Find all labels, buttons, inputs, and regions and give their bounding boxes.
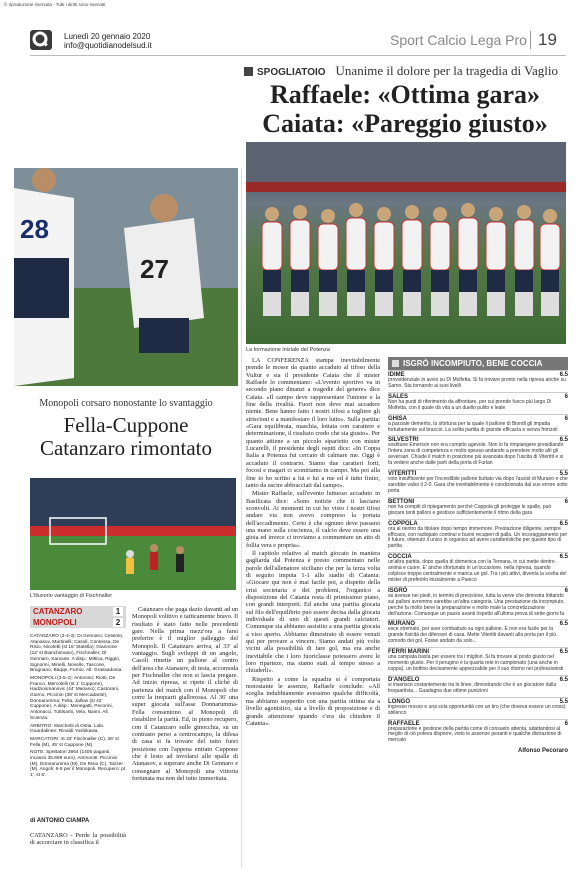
player-score: 6.5 (559, 621, 568, 628)
rating-item (388, 497, 568, 519)
match-report-details (30, 634, 126, 806)
rating-item (388, 675, 568, 697)
team-lineup-illustration (246, 142, 566, 344)
main-headline-line2: Caiata: «Pareggio giusto» (262, 109, 548, 138)
goal-photo (30, 478, 236, 590)
left-subheadline: Monopoli corsaro nonostante lo svantaggio (39, 398, 213, 409)
ratings-header (388, 357, 568, 370)
team-photo-caption: La formazione iniziale del Potenza (246, 347, 330, 353)
rating-item (388, 719, 568, 747)
rating-item (388, 619, 568, 647)
player-comment: ingresso mosso e una sola opportunità con un tiro (che doveva essere un cross) sbilenco (388, 703, 566, 716)
player-score: 6.5 (559, 520, 568, 527)
player-name: D'ANGELO (388, 676, 420, 683)
issue-date: Lunedì 20 gennaio 2020 (64, 32, 151, 41)
main-kicker-row (244, 62, 566, 80)
rating-item (388, 697, 568, 719)
player-comment: sostituire Emerson non era compito agevole. Non lo fa rimpiangere presidiando l'intera zona di competenza e molto spesso andando a prendere molto alti gli avversari. Chiude il match in posizione più avanzata dopo l'uscita di Viteritti e si fa vedere anche dalle parti della porta di Furlan (388, 442, 564, 467)
rating-item (388, 519, 568, 553)
player-score: 6.5 (559, 649, 568, 656)
main-paragraph: Il capitolo relativo al match giocato in maniera gagliarda dal Potenza è presto commentato nelle parole dell'allenatore siciliano che per la terza volta di seguito imputa 1-1 allo stadio di Catania: «Giocare qui non è mai facile poi, a dispetto della crisi societaria e dei problemi, l'organico a disposizione del Catania resta di primissimo piano, con grandi interpreti. Ed anche una partita giocata sul filo dell'equilibrio può essere decisa dalla giocata individuale di uno di questi grandi calciatori. Comunque sia abbiamo assistito a una partita giocata a viso aperto. Abbiamo dimostrato di essere venuti qui per provare a vincere. Siamo andati più volte vicini alla possibilità di fare gol, ma era anche inevitabile che i loro fuoriclasse potessero avere le loro riparteze, ma siamo stati al tempo stesso a chiuderli». (246, 549, 380, 675)
player-name: SILVESTRI (388, 437, 419, 444)
left-headline-line2: Catanzaro rimontato (39, 436, 213, 460)
rating-item (388, 469, 568, 497)
player-score: 5.5 (559, 698, 568, 705)
left-headline-line1: Fella-Cuppone (63, 413, 189, 437)
home-team: CATANZARO (33, 607, 83, 616)
goal-photo-caption: L'illusorio vantaggio di Fischnaller (30, 593, 113, 599)
scoreboard (30, 606, 126, 628)
left-paragraph: Catanzaro che paga dazio davanti ad un Monopoli volitivo e tatticamente bravo. Il risultato è stato fatto nelle precedenti gare. Nella prima mezz'ora a farsi preferire è il miglior palleggio del Monopoli. Il Catanzaro arriva, al 33' al vantaggio. Sugli sviluppi di un angolo, Casoli rimette un pallone al centro dell'area che Atanasov, di testa, accomoda per Fischnaller che non si lascia pregare. Ad inizio ripresa, si ripete il clichè di partenza del match con il Monopoli che corre la trequarti giallorossa. Al 36' una super giocata sull'asse Donnarumma-Fella consentono al Monopoli di ristabilire la parità. Ed, in pieno recupero, con il Catanzaro sulle ginocchia, su un contrasto perso a centrocampo, la difesa di casa si fa trovare del tutto fuori posizione con l'appena entrato Cuppone che è lesto ad involarsi alle spalle di Atanasov, a superare anche Di Gennaro e consegnare al Monopoli una vittoria fortunata ma non del tutto immeritata. (132, 606, 238, 782)
left-byline: di ANTONIO CIAMPA (30, 818, 90, 824)
left-body-start: CATANZARO - Perde la possibilità di accorciare in classifica il (30, 832, 126, 847)
svg-text:27: 27 (140, 254, 169, 284)
player-score: 6 (564, 587, 568, 594)
player-name: RAFFAELE (388, 720, 420, 727)
player-name: VITERITTI (388, 471, 417, 478)
player-comment: un'altra partita, dopo quella di domenica con la Ternana, in cui mette dentro anima e cuore. E' anche sfortunato in un'occasione, nella ripresa, quando colpisce troppo centralmente e manca un gol. Tra i più attivi, diventa la scelta del mister di preferirlo inizialmente a Panico (388, 559, 567, 583)
player-name: SALES (388, 393, 409, 400)
masthead-date-block (64, 32, 152, 50)
left-article-body (132, 606, 238, 868)
player-score: 6.5 (559, 676, 568, 683)
player-comment: ora al rientro da titolare dopo tempo immemore. Prestazione diligente, sempre efficace, con radiopalo continui e buoni recuperi di palla. Un incoraggiamento per il futuro, ottenuto il unico in organico ad avere caratteristiche per questo tipo di partita (388, 525, 568, 550)
score-row-away (30, 617, 126, 628)
main-paragraph: Rispetto a come la squadra si è comportata nonostante le assenze, Raffaele conclude: «All sceglia indubbiamente avessimo qualche difficoltà, ma abbiamo sopperito con una partita ottima sia a livello agonistico, sia a livello di proposizione e di grande attenzione quando c'era da chiudere il Catania». (246, 675, 380, 727)
player-name: COPPOLA (388, 520, 418, 527)
contact-email[interactable]: info@quotidianodelsud.it (64, 41, 152, 50)
section-title: Sport Calcio Lega Pro (390, 32, 527, 48)
player-ratings-box (388, 357, 568, 869)
newspaper-logo-icon (30, 30, 52, 50)
lineup-away: MONOPOLI (3-5-2): Antonino; Riotti, De Franco, Mercolelli (st 1' Cuppone), Hadziosmanovic (44' Mariano); Castorani, Giorno, Piccinin (38' st Mercadante), Donnarumma; Fella, Jallow (st 42' Cuppone). A disp.: Menegatti, Pecorini, Antonacci, Tuttisanti, Vela, Naimi. All. Scienza. (30, 675, 120, 721)
player-score: 6 (564, 498, 568, 505)
player-score: 6 (564, 393, 568, 400)
player-comment: a parziale demerito, la sfortuna per la quale il pallone di Biondi gli impatta fortuitamente sul braccio. La solita partita di grande efficacia e senza fronzoli (388, 420, 558, 433)
player-comment: provvidenziale in avvio su Di Molfetta. Si fa trovare pronto nella ripresa anche su Sarno. Sta tornando ai suoi livelli (388, 377, 566, 389)
section-square-icon (392, 360, 399, 367)
player-comment: non ha compiti di ripiegamento perché Coppola gli protegge le spalle, può giocare tanti palloni e gestisce sufficientemente il ritmo della gara (388, 503, 552, 516)
match-notes: NOTE: Spettatori 3864 (1405 paganti, incasso 35.699 euro). Ammoniti: Piccinini (M), Donnarumma (M), De Risio (C), Tazzer (M). Angoli: 6-5 per il Monopoli. Recupero: pt 1', st 5'. (30, 750, 126, 779)
rating-item (388, 586, 568, 620)
player-name: BETTONI (388, 498, 415, 505)
rating-item (388, 392, 568, 414)
main-paragraph: LA CONFERENZA stampa inevitabilmente prende le mosse da quanto accaduto al tifoso della Vultur e sia il presidente Caiata che il mister Raffaele lo commentano: «L'evento sportivo va in secondo piano dinanzi a tragedie del genere» dice Caiata. «Il campo deve rappresentare l'unione e la fine della rivalità. Fuori non deve mai accadere niente. Bene hanno fatto i nostri tifosi a togliere gli striscioni e a manifestare il loro lutto». Sulla partita: «Gara equilibrata, maschia, lottata con carattere e determinazione, il risultato credo che sia giusto». Per quanto attiene a un piccolo siparietto con mister Lucarelli, il presidente degli ospiti dice: «In Coppa Italia a Potenza fui cercato di calmare me. Oggi è accaduto il contrario. Siamo due caratteri forti, focosi e magari ci scontriamo in campo. Ma poi alla fine io ho scritto a lui e lui a me ed è tutto finito, tanto da uscire abbracciati dal campo». (246, 357, 380, 489)
player-name: GHISA (388, 415, 408, 422)
masthead (30, 28, 566, 52)
player-comment: Non ha punti di riferimento da affrontare, per cui prende fuoco più largo Di Molfetta, con il quale dà vita a un duello pulito e leale (388, 398, 552, 411)
score-row-home (30, 606, 126, 617)
action-photo (14, 168, 238, 386)
referee: ARBITRO: Marchetti di Ostia. Lido. Guardalinee: Rinaldi Yoshikawa. (30, 723, 105, 735)
player-score: 5.5 (559, 471, 568, 478)
player-comment: se avesse nei piedi, in termini di precisione, tutta la verve che dimostra lottando sui palloni avremmo sarebbe un'altra categoria. Una prestazione da incompiuto, perché fa molto bene la preparazione e molto male la concretizzazione dell'azione. Comunque un passo avanti rispetto all'ultima prova di sette giorni fa (388, 592, 565, 617)
copyright-note: © riproduzione riservata · Tutti i diritti sono riservati (4, 2, 106, 7)
home-goals: 1 (113, 607, 123, 616)
player-comment: si inserisce costantemente tra le linee, dimostrando che è un giocatore dalla trequartista... Guadagna due ottime punizioni (388, 681, 557, 694)
ratings-byline: Alfonso Pecoraro (517, 748, 568, 755)
lineup-home: CATANZARO (3-4-3): Di Gennaro; Celiento, Atanasov, Martinelli; Casoli, Contessa, De Risio, Nicoletti (st 15' Statella); Giannone (12' st Bianchimano), Fischnaller, Di Gennaro, Kanoute. A disp.: Mittica, Riggio, Signorini, Minelli, Novello, Tascone, Brugnano, Baqqe, Furnio. All. Grassadonia. (30, 634, 124, 674)
player-score: 6.5 (559, 372, 568, 378)
left-headline (14, 414, 238, 460)
player-name: ISGRÒ (388, 587, 408, 594)
player-comment: una campata basta per essere tra i migliori. Si fa trovare al posto giusto nel momento giusto. Per il perugino è la quarta rete in campionato (una anche in coppa), un bottino decisamente apprezzabile per il suo ritorno nei professionisti (388, 654, 564, 672)
away-goals: 2 (113, 618, 123, 627)
player-name: MURANO (388, 621, 415, 628)
player-score: 6 (564, 415, 568, 422)
player-comment: voto insufficiente per l'incredibile pallone buttato via dopo l'assist di Murano e che sarebbe valso il 2-0. Gara che inevitabilmente è condizionata dal suo errore sotto porta (388, 476, 568, 494)
scorers: MARCATORI: st 33' Fischnaller (C), 36' st Fella (M), 45' st Cuppone (M). (30, 736, 119, 748)
players-action-illustration (14, 168, 238, 386)
svg-text:28: 28 (20, 214, 49, 244)
rating-item (388, 370, 568, 392)
ratings-list (388, 370, 568, 746)
player-score: 6.5 (559, 437, 568, 444)
player-score: 6 (564, 720, 568, 727)
ratings-title: ISGRÒ INCOMPIUTO, BENE COCCIA (403, 359, 543, 368)
player-name: FERRI MARINI (388, 649, 429, 656)
main-headline (244, 80, 566, 138)
section-square-icon (244, 67, 253, 76)
player-name: LONGO (388, 698, 410, 705)
player-score: 6.5 (559, 554, 568, 561)
page-number: 19 (538, 30, 557, 49)
article-kicker: Unanime il dolore per la tragedia di Vaglio (335, 63, 559, 78)
rating-item (388, 647, 568, 675)
main-paragraph: Mister Raffaele, sull'evento luttuoso accaduto in Basilicata dice: «Sono notizie che ti lasciano sconvolti. Ai momenti in cui ho visto i nostri tifosi andare via non avevo compreso la portata dell'accadimento. Certo è che ognuno deve passarsi una mano sulla coscienza, il calcio deve essere una gioia ed invece ci troviamo a commentare un atto di follia vera e propria». (246, 490, 380, 549)
team-photo (246, 142, 566, 344)
goal-scene-illustration (30, 478, 236, 590)
rating-item (388, 435, 568, 469)
player-comment: esce stremato, per aver combattuto su ogni pallone. E non era facile per la grande fisicità dei difensori di casa. Mette Viteritti davanti alla porta per il più comodo dei gol, Fosse andato da solo... (388, 626, 557, 645)
main-article-body (246, 357, 380, 869)
article-tag: SPOGLIATOIO (257, 67, 326, 78)
rating-item (388, 552, 568, 586)
rating-item (388, 414, 568, 436)
away-team: MONOPOLI (33, 618, 77, 627)
divider (530, 31, 531, 49)
player-name: IDIME (388, 372, 405, 378)
player-comment: preparazione e gestione della partita come di consueto attenta, adattandosi al meglio di ciò poteva disporre, visto le assenze pesanti e qualche distrazione di mercato (388, 725, 562, 744)
player-name: COCCIA (388, 554, 412, 561)
column-divider (241, 168, 242, 868)
masthead-rule (30, 55, 566, 56)
main-headline-line1: Raffaele: «Ottima gara» (269, 80, 541, 109)
